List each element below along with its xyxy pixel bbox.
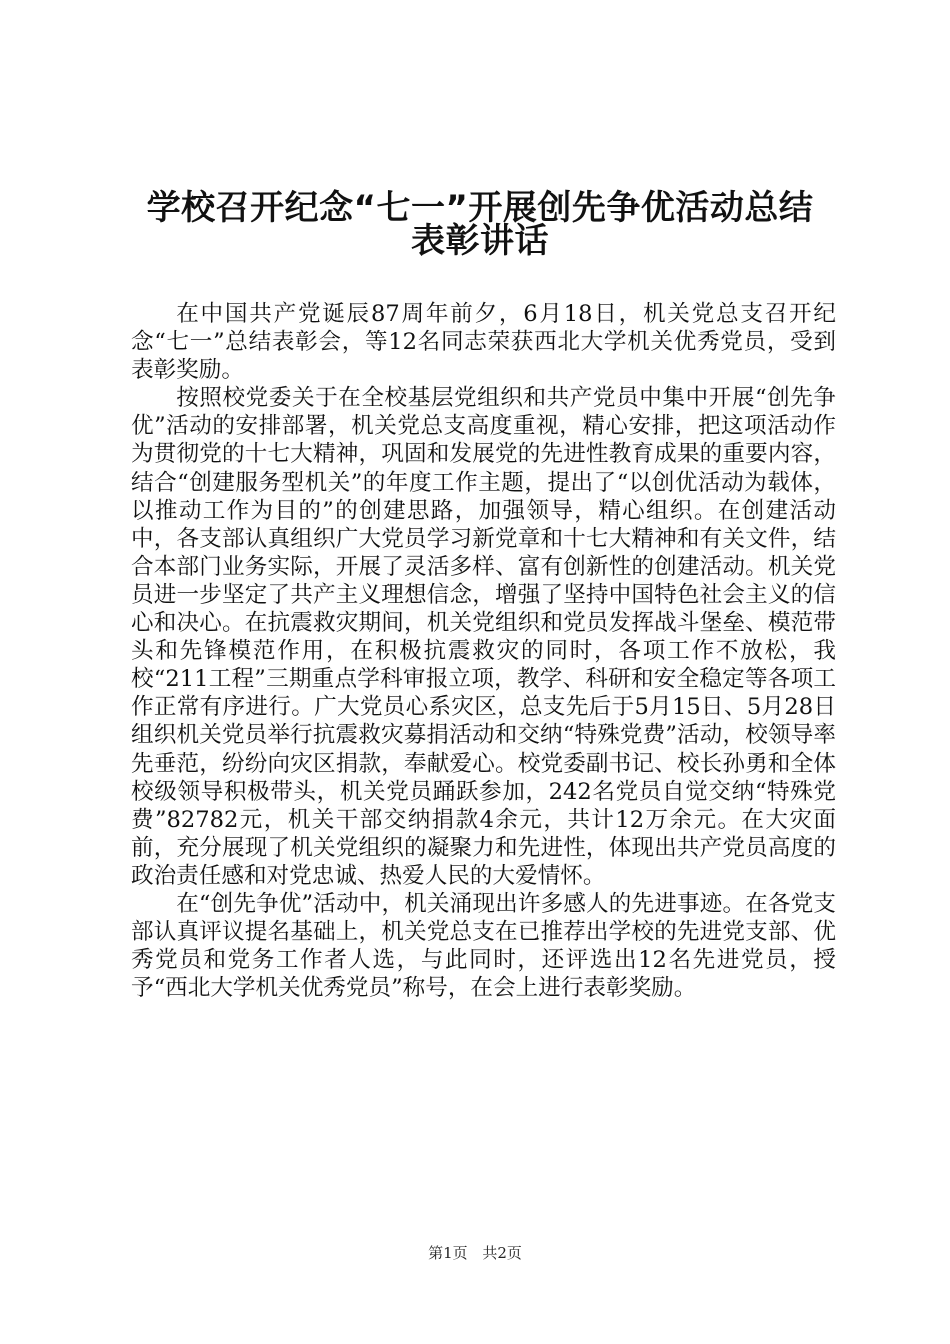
page-total: 共2页 <box>482 1244 522 1262</box>
page-footer <box>0 1243 950 1263</box>
document-body <box>131 300 836 1002</box>
paragraph: 按照校党委关于在全校基层党组织和共产党员中集中开展“创先争优”活动的安排部署，机关党总支高度重视，精心安排，把这项活动作为贯彻党的十七大精神，巩固和发展党的先进性教育成果的重要内容，结合“创建服务型机关”的年度工作主题，提出了“以创优活动为载体，以推动工作为目的”的创建思路，加强领导，精心组织。在创建活动中，各支部认真组织广大党员学习新党章和十七大精神和有关文件，结合本部门业务实际，开展了灵活多样、富有创新性的创建活动。机关党员进一步坚定了共产主义理想信念，增强了坚持中国特色社会主义的信心和决心。在抗震救灾期间，机关党组织和党员发挥战斗堡垒、模范带头和先锋模范作用，在积极抗震救灾的同时，各项工作不放松，我校“211工程”三期重点学科审报立项，教学、科研和安全稳定等各项工作正常有序进行。广大党员心系灾区，总支先后于5月15日、5月28日组织机关党员举行抗震救灾募捐活动和交纳“特殊党费”活动，校领导率先垂范，纷纷向灾区捐款，奉献爱心。校党委副书记、校长孙勇和全体校级领导积极带头，机关党员踊跃参加，242名党员自觉交纳“特殊党费”82782元，机关干部交纳捐款4余元，共计12万余元。在大灾面前，充分展现了机关党组织的凝聚力和先进性，体现出共产党员高度的政治责任感和对党忠诚、热爱人民的大爱情怀。 <box>131 385 836 889</box>
paragraph: 在中国共产党诞辰87周年前夕，6月18日，机关党总支召开纪念“七一”总结表彰会，等12名同志荣获西北大学机关优秀党员，受到表彰奖励。 <box>131 301 836 384</box>
document-title-line-1: 学校召开纪念“七一”开展创先争优活动总结 <box>146 188 814 228</box>
page-number: 第1页 <box>428 1244 468 1262</box>
paragraph: 在“创先争优”活动中，机关涌现出许多感人的先进事迹。在各党支部认真评议提名基础上，机关党总支在已推荐出学校的先进党支部、优秀党员和党务工作者人选，与此同时，还评选出12名先进党员，授予“西北大学机关优秀党员”称号，在会上进行表彰奖励。 <box>131 890 836 1002</box>
document-title-line-2: 表彰讲话 <box>411 221 549 261</box>
